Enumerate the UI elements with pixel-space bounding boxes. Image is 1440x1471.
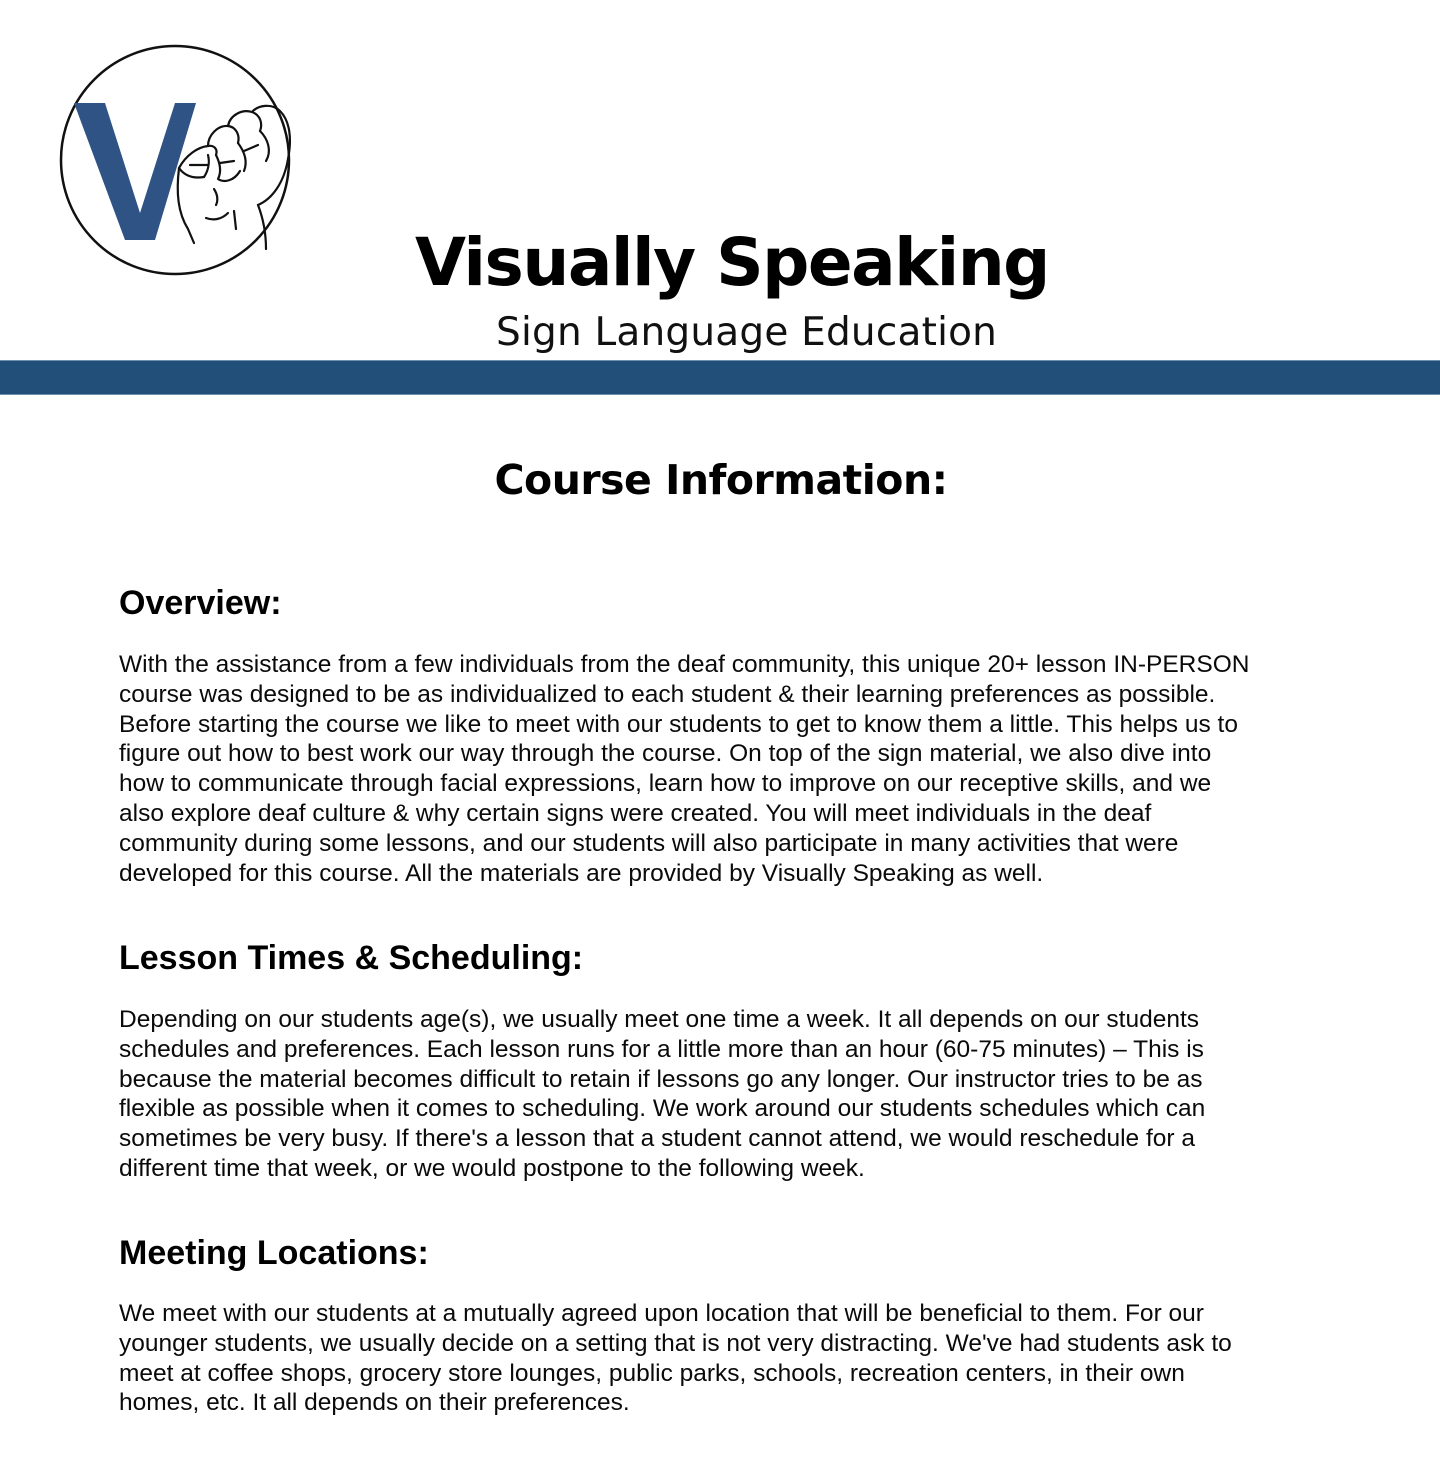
paragraph-line: Before starting the course we like to meet with our students to get to know them a little. This helps us to: [119, 710, 1238, 738]
section-heading-lesson-times: Lesson Times & Scheduling:: [119, 939, 584, 977]
logo-emblem: [58, 43, 292, 277]
paragraph-line: figure out how to best work our way through the course. On top of the sign material, we also dive into: [119, 740, 1212, 768]
paragraph-line: course was designed to be as individualized to each student & their learning preferences as possible.: [119, 680, 1216, 708]
section-heading-overview: Overview:: [119, 584, 282, 622]
paragraph-line: Depending on our students age(s), we usually meet one time a week. It all depends on our students: [119, 1006, 1200, 1033]
paragraph-line: because the material becomes difficult to retain if lessons go any longer. Our instructor tries to be as: [119, 1065, 1203, 1093]
paragraph-line: community during some lessons, and our students will also participate in many activities that were: [119, 829, 1179, 857]
brand-title: Visually Speaking: [415, 224, 1049, 301]
brand-subtitle: Sign Language Education: [496, 310, 998, 355]
paragraph-line: With the assistance from a few individuals from the deaf community, this unique 20+ lesson IN-PERSON: [119, 651, 1250, 678]
header-divider-band: [0, 360, 1440, 395]
logo: [58, 43, 292, 277]
paragraph-line: schedules and preferences. Each lesson runs for a little more than an hour (60-75 minutes) – This is: [119, 1035, 1204, 1063]
section-body-overview: [119, 650, 1339, 888]
paragraph-line: flexible as possible when it comes to scheduling. We work around our students schedules which can: [119, 1095, 1206, 1123]
paragraph-line: developed for this course. All the materials are provided by Visually Speaking as well.: [119, 859, 1044, 887]
paragraph-line: how to communicate through facial expressions, learn how to improve on our receptive skills, and we: [119, 770, 1212, 798]
paragraph-line: We meet with our students at a mutually agreed upon location that will be beneficial to them. For our: [119, 1300, 1204, 1327]
section-heading-meeting-locations: Meeting Locations:: [119, 1234, 429, 1272]
paragraph-line: homes, etc. It all depends on their preferences.: [119, 1389, 630, 1417]
paragraph-line: also explore deaf culture & why certain signs were created. You will meet individuals in the deaf: [119, 799, 1152, 827]
paragraph-line: meet at coffee shops, grocery store lounges, public parks, schools, recreation centers, in their own: [119, 1359, 1185, 1387]
paragraph-line: different time that week, or we would postpone to the following week.: [119, 1154, 865, 1182]
paragraph-line: sometimes be very busy. If there's a lesson that a student cannot attend, we would reschedule for a: [119, 1125, 1196, 1153]
section-body-lesson-times: [119, 1005, 1339, 1184]
paragraph-line: younger students, we usually decide on a setting that is not very distracting. We've had students ask to: [119, 1329, 1232, 1357]
page-title: Course Information:: [494, 456, 948, 504]
section-body-meeting-locations: [119, 1299, 1339, 1418]
